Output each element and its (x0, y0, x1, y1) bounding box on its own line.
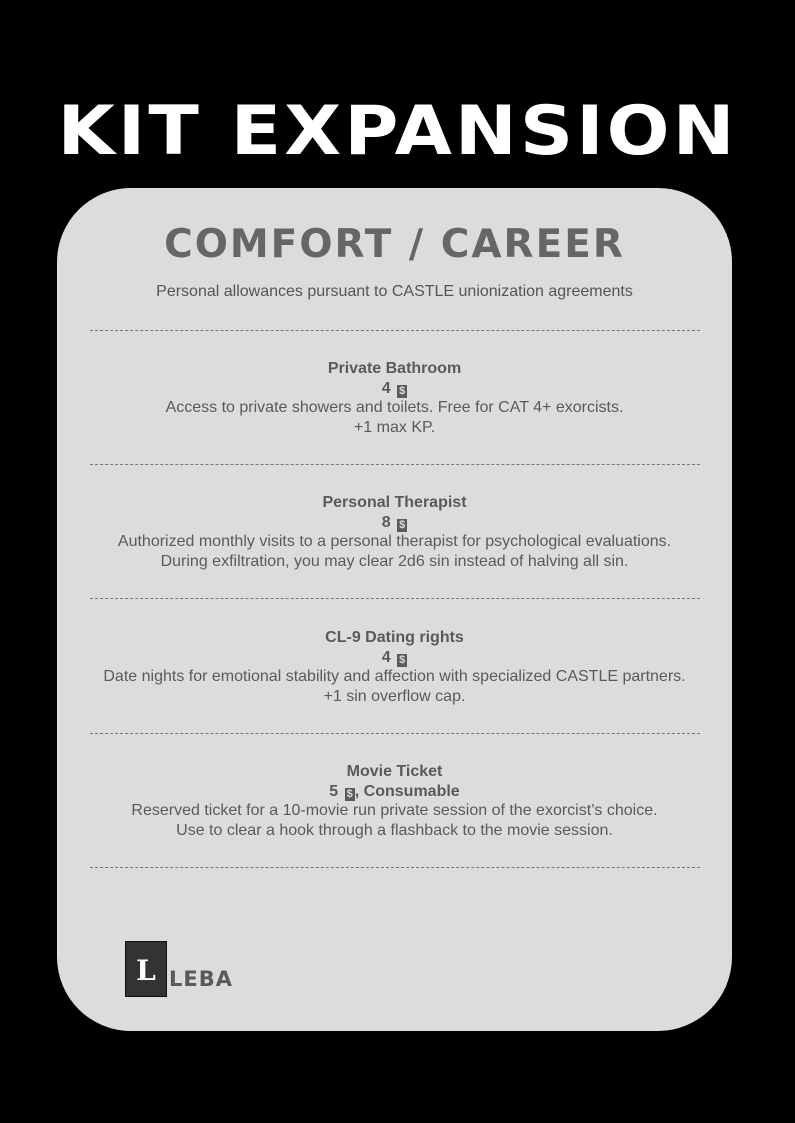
item-effect: Use to clear a hook through a flashback to the movie session. (176, 821, 613, 839)
section-subtitle: Personal allowances pursuant to CASTLE unionization agreements (156, 283, 633, 300)
divider (90, 733, 700, 734)
list-item (57, 762, 732, 840)
list-item (57, 359, 732, 437)
item-name: Personal Therapist (322, 494, 467, 511)
list-item (57, 628, 732, 706)
item-description: Authorized monthly visits to a personal therapist for psychological evaluations. (117, 533, 672, 550)
currency-icon: $ (399, 653, 406, 666)
divider (90, 867, 700, 868)
logo-text: LEBA (169, 967, 233, 991)
item-name: CL-9 Dating rights (325, 629, 464, 646)
item-cost: 5 $ , Consumable (329, 782, 460, 800)
item-description: Date nights for emotional stability and affection with specialized CASTLE partners. (103, 668, 686, 685)
item-cost: 4 $ (381, 379, 406, 397)
logo-icon: L (125, 941, 167, 997)
item-name: Movie Ticket (346, 763, 443, 780)
page-title: KIT EXPANSION (57, 91, 738, 171)
divider (90, 598, 700, 599)
item-description: Reserved ticket for a 10-movie run private session of the exorcist’s choice. (131, 802, 658, 819)
item-cost: 8 $ (381, 513, 406, 531)
list-item (57, 493, 732, 571)
currency-icon: $ (346, 787, 353, 800)
item-effect: During exfiltration, you may clear 2d6 sin instead of halving all sin. (160, 552, 629, 570)
content-card (57, 188, 732, 1031)
divider (90, 330, 700, 331)
item-effect: +1 max KP. (353, 418, 436, 436)
item-name: Private Bathroom (327, 360, 462, 377)
item-effect: +1 sin overflow cap. (323, 687, 466, 705)
item-description: Access to private showers and toilets. Free for CAT 4+ exorcists. (165, 399, 624, 416)
divider (90, 464, 700, 465)
item-cost: 4 $ (381, 648, 406, 666)
currency-icon: $ (399, 384, 406, 397)
section-title: COMFORT / CAREER (164, 222, 625, 267)
currency-icon: $ (399, 518, 406, 531)
